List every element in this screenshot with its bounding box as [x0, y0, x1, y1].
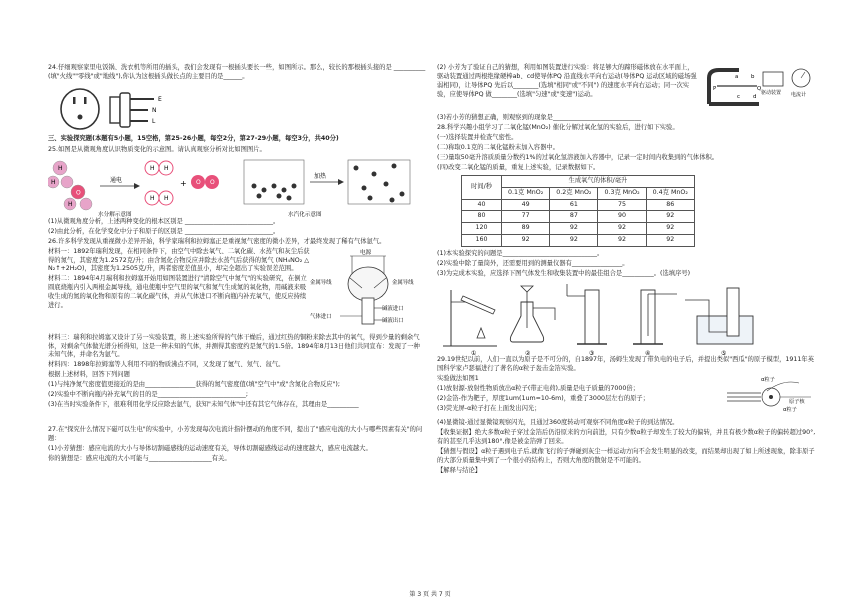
q28-step-1: (一)选择装置并检查气密性。 [437, 133, 518, 141]
plug-label-n: N [152, 106, 157, 114]
q27-intro: 27.在"探究什么情况下磁可以生电"的实验中，小芳发现每次电流计指针摆动的角度不同，提出了"感应电流的大小与哪些因素有关"的问题： [48, 426, 423, 442]
label-alkali-outlet: 碱液出口 [382, 317, 404, 324]
table-cell: 49 [502, 199, 550, 211]
table-cell: 92 [646, 235, 694, 247]
apparatus-label-2: ② [525, 350, 531, 357]
q25-intro: 25.如图是从微观角度认识物质变化的示意图。请认真观察分析对比如图图片。 [48, 145, 266, 153]
atom-h-label-3: H [68, 200, 73, 208]
section-3-heading: 三、实验探究题(本题有5小题，15空格，第25-26小题，每空2分，第27-29小题，每空3分，共40分) [48, 134, 339, 142]
table-cell-time: 40 [462, 199, 502, 211]
table-cell: 92 [646, 211, 694, 223]
apparatus-label-3: ③ [589, 350, 595, 357]
q26-apparatus-figure [310, 248, 426, 334]
table-cell: 86 [646, 199, 694, 211]
page-footer: 第 3 页 共 7 页 [409, 591, 451, 598]
q29-experiment-block [437, 375, 817, 419]
table-cell: 92 [502, 235, 550, 247]
label-c: c [737, 94, 740, 100]
q27-2: (2) 小芳为了验证自己的猜想，利用如图装置进行实验：将足够大的蹄形磁体放在水平面上，驱动装置通过两根绝缘硬棒ab、cd使导体PQ 沿直线水平向右运动(导体PQ 运动区域的磁场强弱相同)，让导体PQ 先后以________(选填"相同"或"不同") 的速度水平向右运动；同一次实验，应使导体PQ 做________(选填"匀速"或"变速")运动。 [437, 64, 697, 98]
apparatus-2 [510, 286, 555, 356]
label-a: a [735, 74, 739, 80]
q29-intro: 29.19世纪以前，人们一直以为原子是不可分的，自1897年，汤姆生发现了带负电的电子后，并提出类似"西瓜"的原子模型，1911年英国科学家卢瑟福进行了著名的α粒子轰击金箔实验。 [437, 356, 815, 372]
arrow-label-heating: 加热 [314, 172, 327, 180]
q28-step-3: (三)量取50毫升溶质质量分数约1%的过氧化氢溶液加入容器中，记录一定时间内收集到的气体体积。 [437, 153, 719, 161]
atom-h-label-1: H [58, 164, 63, 172]
atom-h-label-6: H [150, 194, 155, 202]
q29-1: (1)放射源-放射性物质放出α粒子(带正电荷),质量是电子质量的7000倍； [437, 384, 640, 392]
atom-h-label-5: H [164, 164, 169, 172]
atom-h-label-2: H [51, 178, 56, 186]
q26-3: (3)在当时实验条件下，很难利用化学反应除去氩气，获知"未知气体"中还有其它气体存在，其理由是__________ [48, 401, 359, 409]
table-row [462, 211, 695, 223]
atom-h-label-7: H [164, 194, 169, 202]
table-cell: 92 [598, 223, 646, 235]
magnet-apparatus [699, 64, 817, 114]
svg-text:+: + [180, 178, 187, 188]
q29-explanation: 【解释与结论】 [437, 466, 482, 474]
q26-2: (2)实验中不断向瓶内补充氧气的目的是____________________________; [48, 391, 248, 399]
q29-scattering-figure [723, 375, 817, 419]
label-alkali-inlet: 碱液进口 [382, 305, 404, 312]
table-cell-time: 160 [462, 235, 502, 247]
apparatus-3 [567, 284, 607, 356]
label-drive: 驱动装置 [761, 90, 782, 96]
table-col-header: 0.4克 MnO₂ [646, 187, 694, 199]
left-column [48, 64, 426, 465]
label-alpha-2: α粒子 [783, 406, 797, 413]
q25-2: (2)由此分析，在化学变化中分子和原子的区别是 ____________________________。 [48, 227, 280, 235]
plug-label-l: L [152, 117, 156, 125]
table-cell: 92 [550, 235, 598, 247]
label-nucleus: 原子核 [789, 398, 805, 405]
apparatus-4 [633, 290, 677, 356]
apparatus-1 [443, 290, 497, 356]
q28-step-2: (二)称取0.1克的二氧化锰粉末加入容器中。 [437, 143, 559, 151]
label-p: P [713, 86, 717, 92]
q24-block [48, 64, 426, 83]
q26-material-2: 材料二：1894年4月瑞利和拉姆塞开始用如图装置进行"清除空气中氮气"的实验研究，在倒立圆底烧瓶内引入两根金属导线，通电使瓶中空气里的氧气和氮气生成氮的氧化物，用碱液来吸收生成的氮的氧化物和原有的二氧化碳气体，并从气体进口不断向瓶内补充氧气，使反应持续进行。 [48, 275, 307, 310]
q29-3: (3)荧光屏-α粒子打在上面发出闪光； [437, 404, 541, 412]
q29-4: (4)显微镜-通过显微镜观察闪光，且通过360度转动可观察不同角度α粒子的到达情况。 [437, 418, 679, 426]
q29-exp: 实验做法如图1 [437, 374, 479, 382]
alpha-scattering-diagram [723, 375, 817, 419]
atom-o-label-2: O [196, 178, 201, 186]
table-cell-time: 120 [462, 223, 502, 235]
table-col-header: 0.1克 MnO₂ [502, 187, 550, 199]
table-cell: 90 [598, 211, 646, 223]
atom-h-label-4: H [150, 164, 155, 172]
label-b: b [751, 74, 755, 80]
right-column [437, 64, 817, 477]
plug-label-e: E [158, 95, 162, 103]
apparatus-5 [685, 288, 753, 356]
table-header-row [462, 175, 695, 187]
q26-material-4: 材料四：1898年拉姆塞等人利用不同的物质沸点不同，又发现了氪气、氖气、氙气。 [48, 361, 285, 369]
q29-2: (2)金箔-作为靶子，厚度1um(1um=10-6m)，重叠了3000层左右的原子； [437, 394, 650, 402]
table-header-group: 生成氧气的体积/毫升 [502, 175, 695, 187]
table-cell: 75 [598, 199, 646, 211]
label-alpha-1: α粒子 [761, 376, 775, 383]
atom-o-label-1: O [76, 189, 81, 197]
label-wire-left: 金属导线 [310, 279, 332, 286]
q24-text: 24.仔细观察家里电饭锅、洗衣机等所用的插头，我们会发现有一根插头要长一些，如图所示。那么，较长的那根插头接的是 __________ (填"火线""零线"或"地线"),你认为这根插头做长点的主要目的是______。 [48, 64, 426, 80]
table-cell: 92 [550, 223, 598, 235]
q26-material-block [48, 248, 426, 334]
q29-hypothesis: 【猜想与假设】α粒子遇到电子后,就像飞行的子弹碰到灰尘一样运动方向不会发生明显的改变，而结果却出现了如上所述现象，除非原子的大部分质量集中到了一个很小的结构上，否则大角度的散射是不可能的。 [437, 447, 815, 464]
atom-o-label-3: O [210, 178, 215, 186]
caption-water-decomposition: 水分解示意图 [98, 211, 132, 218]
label-galvanometer: 电流计 [791, 92, 807, 98]
q27-1b: 你的猜想是：感应电流的大小可能与____________________有关。 [48, 454, 231, 462]
mno2-data-table [461, 175, 695, 248]
table-row [462, 199, 695, 211]
q26-material-3: 材料三：瑞利和拉姆塞又设计了另一实验装置，将上述实验所得的气体干燥后，通过红热的铜粉来除去其中的氧气，得到少量的剩余气体，对剩余气体做光谱分析得知，这是一种未知的气体，并测得其密度约是氮气的1.5倍。1894年8月13日他们共同宣布：发现了一种未知气体，并命名为氩气。 [48, 333, 420, 359]
apparatus-label-1: ① [471, 350, 477, 357]
label-wire-right: 金属导线 [392, 279, 414, 286]
q29-collect: 【收集证据】绝大多数α粒子穿过金箔后仍沿原来的方向前进，只有少数α粒子却发生了较大的偏转，并且有极少数α粒子的偏转超过90°,有的甚至几乎达到180°,像是被金箔弹了回来。 [437, 428, 816, 445]
label-power: 电源 [360, 249, 372, 256]
q28-step-4: (四)改变二氧化锰的质量，重复上述实验，记录数据如下。 [437, 163, 600, 171]
table-cell: 77 [502, 211, 550, 223]
table-header-time: 时间/秒 [462, 175, 502, 199]
apparatus-label-5: ⑤ [721, 350, 727, 357]
apparatus-label-4: ④ [645, 350, 651, 357]
gas-apparatus-set [437, 280, 817, 356]
plug-figure [58, 85, 426, 133]
table-cell-time: 80 [462, 211, 502, 223]
q27-3: (3)若小芳的猜想正确，则观察到的现象是____________________________ [437, 114, 642, 121]
argon-apparatus [310, 248, 426, 334]
table-row [462, 223, 695, 235]
q28-apparatus-figure [437, 280, 817, 356]
caption-water-vaporization: 水汽化示意图 [288, 211, 322, 218]
water-molecule-group [48, 161, 92, 210]
table-cell: 89 [502, 223, 550, 235]
q26-1: (1)与纯净氮气密度值更接近的是由________________获得的氮气密度值(填"空气中"或"含氮化合物反应"); [48, 381, 341, 389]
q27-2-block [437, 64, 817, 114]
q28-3: (3)为完成本实验，应选择下图气体发生和收集装置中的最佳组合是__________。(选填序号) [437, 270, 691, 278]
q28-1: (1)本实验探究的问题是______________________________。 [437, 250, 604, 258]
q26-material-1: 材料一：1892年瑞利发现，在相同条件下，由空气中除去氧气、二氧化碳、水蒸气和灰尘后获得的氮气，其密度为1.2572克/升；由含氮化合物反应并除去水蒸气后获得的氮气 (NH₄NO₂ △ N₂↑+2H₂O)，其密度为1.2505克/升，两者密度差值虽小，却完全超出了实验误差范围。 [48, 247, 310, 273]
product-molecules [145, 161, 219, 205]
table-row [462, 235, 695, 247]
q25-1: (1)从微观角度分析，上述两种变化的根本区别是 ____________________________。 [48, 217, 280, 225]
q26-ask: 根据上述材料，回答下列问题 [48, 371, 130, 379]
q27-magnet-figure [699, 64, 817, 114]
table-cell: 61 [550, 199, 598, 211]
table-cell: 92 [646, 223, 694, 235]
q25-figure [48, 156, 426, 218]
table-cell: 92 [598, 235, 646, 247]
q28-2: (2)实验中除了量筒外，还需要用到的测量仪器有________________。 [437, 260, 629, 268]
label-d: d [753, 94, 757, 100]
label-gas-inlet: 气体进口 [310, 313, 332, 320]
plug-illustration [58, 85, 188, 133]
q27-1: (1)小芳猜想：感应电流的大小与导体切割磁感线的运动速度有关，导体切割磁感线运动的速度越大，感应电流越大。 [48, 444, 372, 452]
q26-intro: 26.许多科学发现从重视微小差异开始，科学家瑞利和拉姆塞正是重视氮气密度的微小差异，才最终发现了稀有气体氩气。 [48, 237, 386, 245]
table-col-header: 0.3克 MnO₂ [598, 187, 646, 199]
molecule-diagram [48, 156, 426, 218]
label-q: Q [757, 86, 762, 92]
arrow-label-electrolysis: 通电 [110, 176, 123, 184]
q28-intro: 28.科学兴趣小组学习了二氧化锰(MnO₂) 催化分解过氧化氢的实验后，进行如下实验。 [437, 123, 679, 131]
table-cell: 87 [550, 211, 598, 223]
table-col-header: 0.2克 MnO₂ [550, 187, 598, 199]
